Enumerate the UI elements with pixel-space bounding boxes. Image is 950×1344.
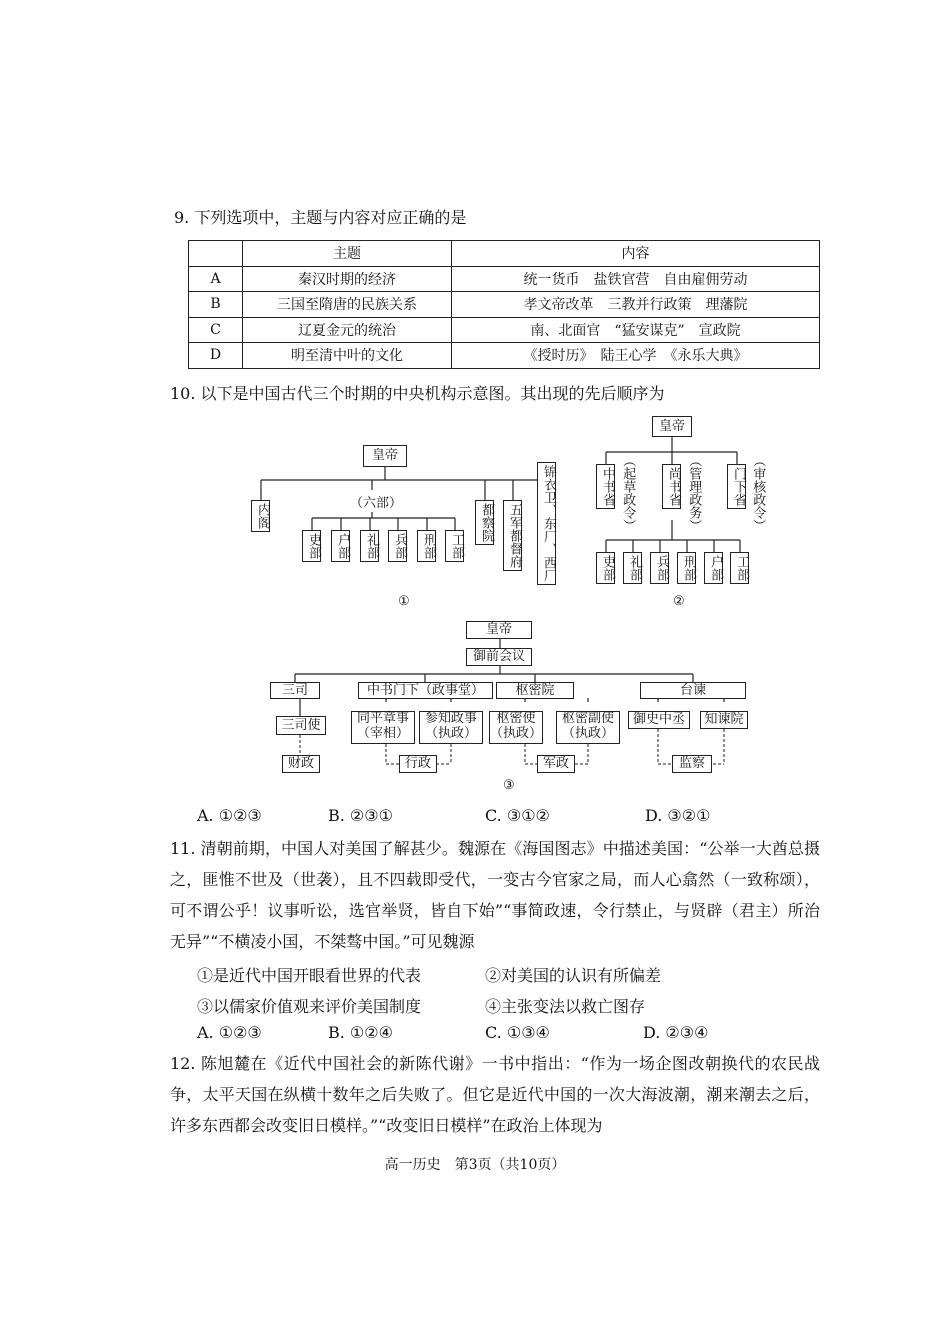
d3-junzheng: 军政	[537, 755, 575, 773]
row-content: 统一货币 盐铁官营 自由雇佣劳动	[452, 266, 820, 292]
row-content: 南、北面官 “猛安谋克” 宣政院	[452, 317, 820, 343]
d3-number: ③	[503, 778, 515, 793]
d3-tongping-note: （宰相）	[356, 725, 409, 741]
row-theme: 三国至隋唐的民族关系	[243, 292, 452, 318]
d2-ministry: 户部	[704, 552, 723, 584]
d2-ministry: 礼部	[623, 552, 642, 584]
d3-shumifu-box	[556, 711, 620, 744]
d3-zhongshu: 中书门下（政事堂）	[358, 682, 493, 699]
q11-item: ①是近代中国开眼看世界的代表	[197, 966, 422, 985]
d3-shumi: 枢密院	[496, 682, 574, 699]
page-footer: 高一历史 第3页（共10页）	[384, 1157, 566, 1173]
d3-zhijian: 知谏院	[700, 711, 748, 729]
row-label: D	[189, 343, 243, 369]
d1-duchayuan: 都察院	[475, 500, 494, 545]
q9-stem: 9. 下列选项中，主题与内容对应正确的是	[174, 208, 467, 227]
q10-stem: 10. 以下是中国古代三个时期的中央机构示意图。其出现的先后顺序为	[170, 384, 665, 403]
d2-number: ②	[673, 594, 685, 609]
d1-ministry: 工部	[445, 530, 464, 562]
d1-jinyiwei: 锦衣卫、东厂、西厂	[537, 462, 556, 585]
d1-ministry: 刑部	[417, 530, 436, 562]
d2-zhongshu-note: （起草政令）	[620, 454, 636, 532]
d2-ministry: 吏部	[596, 552, 615, 584]
q11-item: ③以儒家价值观来评价美国制度	[197, 997, 422, 1016]
d3-shumifu: 枢密副使	[561, 711, 614, 726]
d3-canzhi-box	[419, 711, 483, 744]
q10-option-b: B. ②③①	[328, 806, 393, 825]
d2-ministry: 兵部	[650, 552, 669, 584]
d1-ministry: 户部	[331, 530, 350, 562]
d3-canzhi-note: （执政）	[424, 725, 477, 741]
d1-emperor: 皇帝	[363, 445, 407, 467]
row-theme: 秦汉时期的经济	[243, 266, 452, 292]
d1-ministry: 吏部	[302, 530, 321, 562]
d3-taijian: 台谏	[640, 682, 746, 699]
d3-sansi: 三司	[270, 682, 320, 699]
d3-shumifu-note: （执政）	[561, 725, 614, 741]
row-content: 孝文帝改革 三教并行政策 理藩院	[452, 292, 820, 318]
d2-shangshu: 尚书省	[662, 464, 681, 509]
d3-caizheng: 财政	[282, 755, 320, 773]
d2-ministry: 刑部	[677, 552, 696, 584]
d2-emperor: 皇帝	[652, 416, 692, 437]
d3-tongping: 同平章事	[356, 711, 409, 726]
q11-option-a: A. ①②③	[197, 1023, 262, 1042]
d3-sansishi: 三司使	[276, 716, 326, 735]
row-label: B	[189, 292, 243, 318]
q11-stem: 11. 清朝前期，中国人对美国了解甚少。魏源在《海国图志》中描述美国：“公举一大酋总摄之，匪惟不世及（世袭），且不四载即受代，一变古今官家之局，而人心翕然（一致称颂），可不谓公乎！议事听讼，选官举贤，皆自下始”“事简政速，令行禁止，与贤辟（君主）所治无异”“不横凌小国，不桀骜中国。”可见魏源	[170, 839, 820, 951]
d3-xingzheng: 行政	[399, 755, 437, 773]
d2-menxia-note: （审核政令）	[750, 454, 766, 532]
row-theme: 明至清中叶的文化	[243, 343, 452, 369]
d1-number: ①	[398, 594, 410, 609]
d3-shumishi: 枢密使	[496, 711, 536, 726]
q10-option-d: D. ③②①	[645, 806, 711, 825]
d2-shangshu-note: （管理政务）	[686, 454, 702, 532]
row-content: 《授时历》 陆王心学 《永乐大典》	[452, 343, 820, 369]
d3-canzhi: 参知政事	[424, 711, 477, 726]
q11-item: ④主张变法以救亡图存	[485, 997, 646, 1016]
row-label: C	[189, 317, 243, 343]
d3-emperor: 皇帝	[466, 621, 532, 639]
row-label: A	[189, 266, 243, 292]
d3-shumishi-note: （执政）	[490, 725, 543, 741]
q11-option-c: C. ①③④	[485, 1023, 550, 1042]
d3-council: 御前会议	[466, 648, 532, 666]
d1-liubu: （六部）	[350, 496, 403, 511]
q11-item: ②对美国的认识有所偏差	[485, 966, 662, 985]
d1-ministry: 礼部	[360, 530, 379, 562]
d3-shumishi-box	[489, 711, 543, 744]
d3-tongping-box	[351, 711, 415, 744]
table-header-cell: 主题	[243, 241, 452, 267]
d1-wujun: 五军都督府	[503, 500, 522, 571]
d1-neige: 内阁	[251, 500, 270, 532]
q12-stem: 12. 陈旭麓在《近代中国社会的新陈代谢》一书中指出：“作为一场企图改朝换代的农民战争，太平天国在纵横十数年之后失败了。但它是近代中国的一次大海波潮，潮来潮去之后，许多东西都会改变旧日模样。”“改变旧日模样”在政治上体现为	[170, 1054, 820, 1135]
d2-menxia: 门下省	[727, 464, 746, 509]
d3-yushi: 御史中丞	[628, 711, 690, 729]
d3-jiancha: 监察	[672, 755, 712, 773]
d2-zhongshu: 中书省	[596, 464, 615, 509]
q11-option-b: B. ①②④	[328, 1023, 393, 1042]
d1-ministry: 兵部	[388, 530, 407, 562]
q10-option-a: A. ①②③	[197, 806, 262, 825]
row-theme: 辽夏金元的统治	[243, 317, 452, 343]
q11-option-d: D. ②③④	[643, 1023, 709, 1042]
table-header-cell: 内容	[452, 241, 820, 267]
d2-ministry: 工部	[730, 552, 749, 584]
q10-option-c: C. ③①②	[485, 806, 550, 825]
